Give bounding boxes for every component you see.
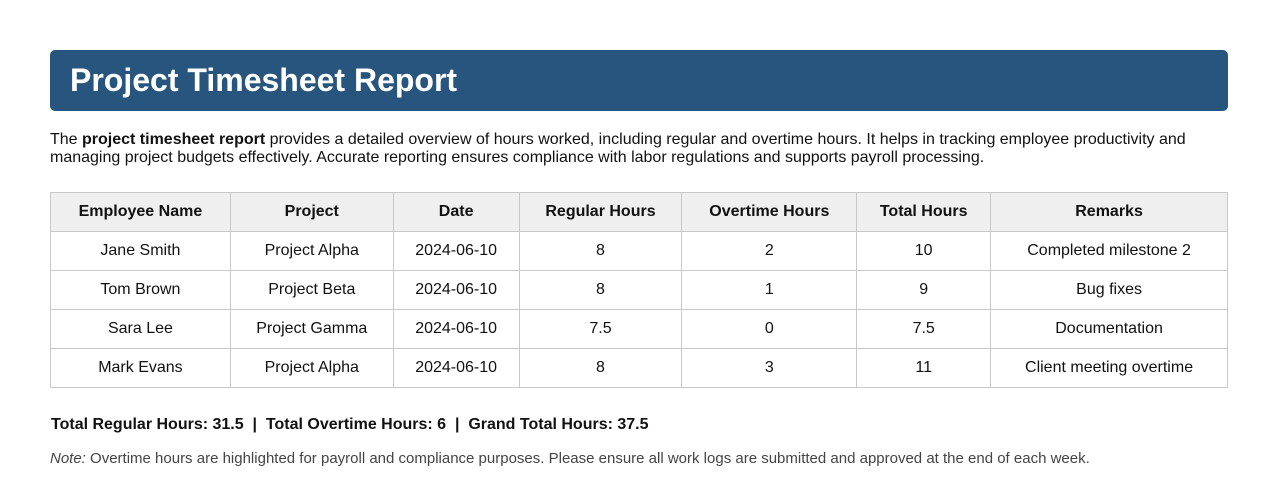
intro-suffix: provides a detailed overview of hours worked, including regular and overtime hours. It helps in tracking employee productivity and managing project budgets effectively. Accurate reporting ensures compliance with labor regulations and supports payroll processing. bbox=[50, 131, 1186, 166]
employee-name-cell: Sara Lee bbox=[51, 310, 231, 349]
table-header-row bbox=[51, 193, 1228, 232]
page-title: Project Timesheet Report bbox=[70, 62, 458, 98]
column-header: Remarks bbox=[991, 193, 1228, 232]
project-cell: Project Alpha bbox=[230, 349, 393, 388]
remarks-cell: Completed milestone 2 bbox=[991, 232, 1228, 271]
overtime-hours-cell: 0 bbox=[682, 310, 857, 349]
table-row bbox=[51, 271, 1228, 310]
regular-hours-cell: 8 bbox=[519, 271, 682, 310]
intro-paragraph bbox=[50, 131, 1228, 167]
employee-name-cell: Mark Evans bbox=[51, 349, 231, 388]
total-hours-cell: 11 bbox=[857, 349, 991, 388]
remarks-cell: Client meeting overtime bbox=[991, 349, 1228, 388]
date-cell: 2024-06-10 bbox=[393, 349, 519, 388]
note-label: Note: bbox=[50, 450, 86, 467]
total-hours-cell: 7.5 bbox=[857, 310, 991, 349]
overtime-hours-cell: 3 bbox=[682, 349, 857, 388]
report-header bbox=[50, 50, 1228, 111]
remarks-cell: Bug fixes bbox=[991, 271, 1228, 310]
overtime-hours-cell: 1 bbox=[682, 271, 857, 310]
project-cell: Project Beta bbox=[230, 271, 393, 310]
table-row bbox=[51, 310, 1228, 349]
project-cell: Project Gamma bbox=[230, 310, 393, 349]
regular-hours-cell: 7.5 bbox=[519, 310, 682, 349]
total-hours-cell: 9 bbox=[857, 271, 991, 310]
column-header: Date bbox=[393, 193, 519, 232]
regular-hours-cell: 8 bbox=[519, 349, 682, 388]
intro-bold-term: project timesheet report bbox=[82, 131, 266, 148]
column-header: Total Hours bbox=[857, 193, 991, 232]
table-row bbox=[51, 232, 1228, 271]
date-cell: 2024-06-10 bbox=[393, 232, 519, 271]
employee-name-cell: Tom Brown bbox=[51, 271, 231, 310]
column-header: Overtime Hours bbox=[682, 193, 857, 232]
column-header: Employee Name bbox=[51, 193, 231, 232]
overtime-hours-cell: 2 bbox=[682, 232, 857, 271]
regular-hours-cell: 8 bbox=[519, 232, 682, 271]
column-header: Project bbox=[230, 193, 393, 232]
hours-totals-summary: Total Regular Hours: 31.5 | Total Overtime Hours: 6 | Grand Total Hours: 37.5 bbox=[51, 416, 649, 433]
date-cell: 2024-06-10 bbox=[393, 310, 519, 349]
note-text: Overtime hours are highlighted for payroll and compliance purposes. Please ensure all work logs are submitted and approved at the end of each week. bbox=[85, 450, 1090, 467]
footnote bbox=[50, 450, 1090, 467]
timesheet-table bbox=[50, 192, 1228, 388]
project-cell: Project Alpha bbox=[230, 232, 393, 271]
employee-name-cell: Jane Smith bbox=[51, 232, 231, 271]
date-cell: 2024-06-10 bbox=[393, 271, 519, 310]
total-hours-cell: 10 bbox=[857, 232, 991, 271]
remarks-cell: Documentation bbox=[991, 310, 1228, 349]
intro-prefix: The bbox=[50, 131, 83, 148]
column-header: Regular Hours bbox=[519, 193, 682, 232]
table-row bbox=[51, 349, 1228, 388]
